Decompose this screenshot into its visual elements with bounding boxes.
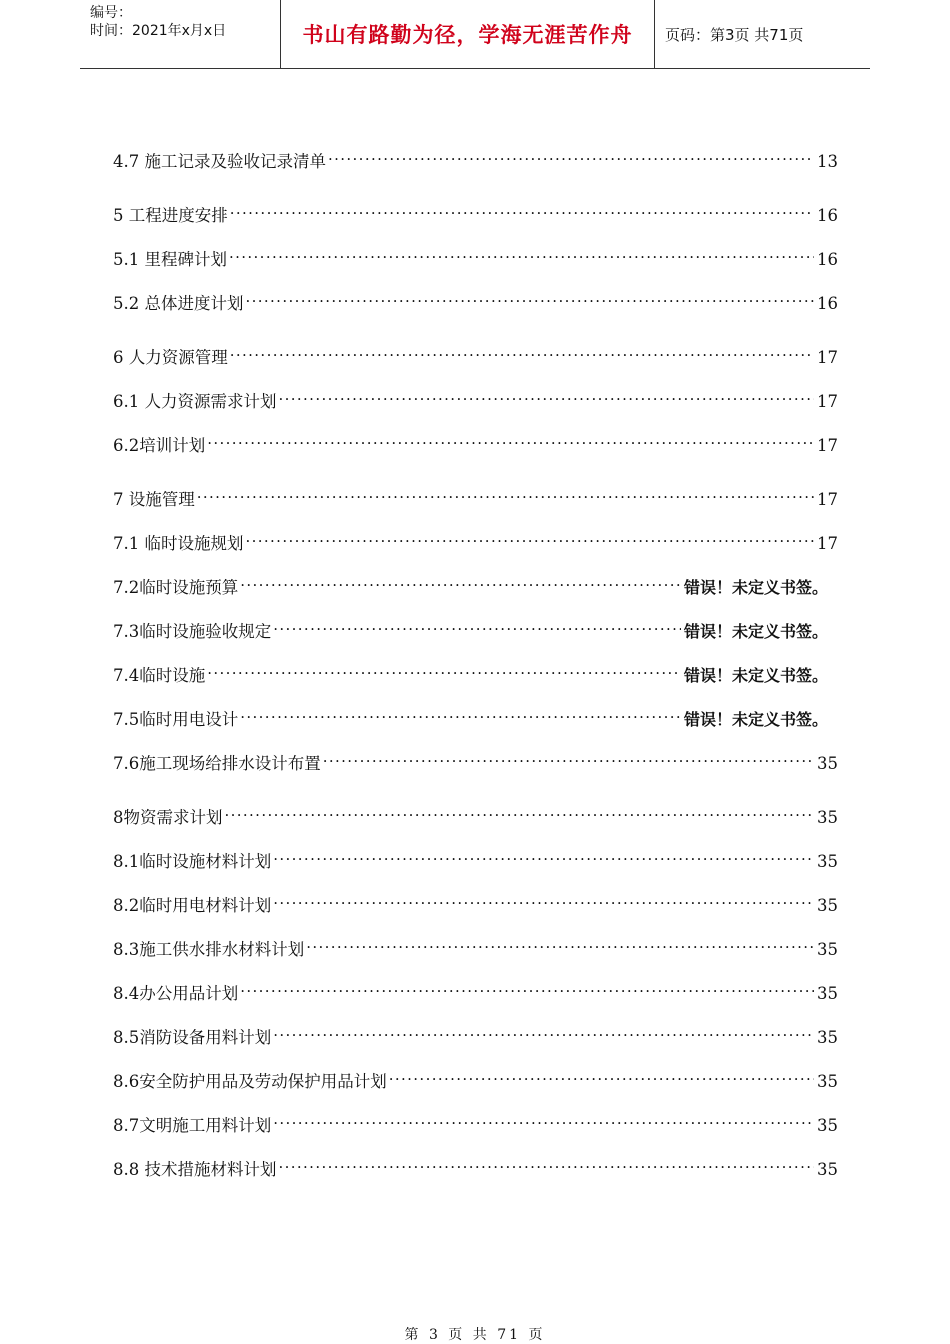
toc-entry[interactable] bbox=[113, 1151, 838, 1179]
dot-leader bbox=[323, 745, 814, 769]
dot-leader bbox=[240, 569, 681, 593]
dot-leader bbox=[306, 931, 814, 955]
toc-entry-page: 16 bbox=[817, 294, 838, 313]
toc-entry-page: 17 bbox=[817, 436, 838, 455]
time-label: 时间：2021年x月x日 bbox=[90, 23, 227, 39]
dot-leader bbox=[279, 383, 815, 407]
toc-entry-label: 7.5临时用电设计 bbox=[113, 710, 239, 729]
toc-entry-error: 错误！未定义书签。 bbox=[683, 666, 828, 685]
toc-entry-label: 8.4办公用品计划 bbox=[113, 984, 239, 1003]
toc-entry[interactable] bbox=[113, 569, 838, 597]
toc-entry[interactable] bbox=[113, 285, 838, 313]
toc-entry-page: 16 bbox=[817, 206, 838, 225]
toc-entry-label: 7.1 临时设施规划 bbox=[113, 534, 244, 553]
page-footer: 第 3 页 共 71 页 bbox=[404, 1327, 546, 1343]
header-motto-cell bbox=[281, 0, 655, 68]
toc-entry-page: 17 bbox=[817, 348, 838, 367]
dot-leader bbox=[230, 339, 814, 363]
toc-entry-label: 7.3临时设施验收规定 bbox=[113, 622, 272, 641]
toc-entry-label: 8.3施工供水排水材料计划 bbox=[113, 940, 305, 959]
toc-entry[interactable] bbox=[113, 427, 838, 455]
toc-entry[interactable] bbox=[113, 481, 838, 509]
toc-entry[interactable] bbox=[113, 1063, 838, 1091]
toc-entry-page: 17 bbox=[817, 490, 838, 509]
toc-entry[interactable] bbox=[113, 241, 838, 269]
toc-entry-error: 错误！未定义书签。 bbox=[683, 578, 828, 597]
dot-leader bbox=[240, 975, 814, 999]
toc-entry[interactable] bbox=[113, 1107, 838, 1135]
number-label: 编号： bbox=[90, 5, 132, 21]
toc-entry[interactable] bbox=[113, 383, 838, 411]
dot-leader bbox=[246, 525, 815, 549]
toc-entry[interactable] bbox=[113, 799, 838, 827]
toc-entry-page: 35 bbox=[817, 1028, 838, 1047]
toc-entry-label: 6.1 人力资源需求计划 bbox=[113, 392, 277, 411]
toc-entry[interactable] bbox=[113, 887, 838, 915]
toc-entry-page: 35 bbox=[817, 754, 838, 773]
dot-leader bbox=[197, 481, 814, 505]
toc-entry-label: 4.7 施工记录及验收记录清单 bbox=[113, 152, 326, 171]
dot-leader bbox=[279, 1151, 815, 1175]
dot-leader bbox=[230, 197, 814, 221]
dot-leader bbox=[229, 241, 814, 265]
toc-entry-label: 7.2临时设施预算 bbox=[113, 578, 239, 597]
toc-entry-label: 5 工程进度安排 bbox=[113, 206, 228, 225]
toc-entry[interactable] bbox=[113, 931, 838, 959]
toc-entry-page: 35 bbox=[817, 1160, 838, 1179]
toc-entry-label: 8.1临时设施材料计划 bbox=[113, 852, 272, 871]
toc-entry-label: 7.6施工现场给排水设计布置 bbox=[113, 754, 321, 773]
toc-entry-label: 6.2培训计划 bbox=[113, 436, 206, 455]
toc-entry[interactable] bbox=[113, 657, 838, 685]
toc-entry-page: 35 bbox=[817, 940, 838, 959]
toc-entry-page: 35 bbox=[817, 984, 838, 1003]
toc-entry-page: 13 bbox=[817, 152, 838, 171]
toc-entry[interactable] bbox=[113, 745, 838, 773]
page-header bbox=[80, 0, 870, 69]
toc-entry[interactable] bbox=[113, 525, 838, 553]
dot-leader bbox=[246, 285, 815, 309]
toc-entry-label: 8.7文明施工用料计划 bbox=[113, 1116, 272, 1135]
toc-entry-label: 5.2 总体进度计划 bbox=[113, 294, 244, 313]
dot-leader bbox=[273, 1107, 814, 1131]
toc-entry-page: 17 bbox=[817, 392, 838, 411]
toc-entry-page: 35 bbox=[817, 1116, 838, 1135]
toc-entry-label: 8.5消防设备用料计划 bbox=[113, 1028, 272, 1047]
toc-entry-label: 8.2临时用电材料计划 bbox=[113, 896, 272, 915]
dot-leader bbox=[389, 1063, 814, 1087]
toc-entry-label: 8.8 技术措施材料计划 bbox=[113, 1160, 277, 1179]
toc-entry-label: 7 设施管理 bbox=[113, 490, 195, 509]
toc-entry[interactable] bbox=[113, 1019, 838, 1047]
header-meta bbox=[80, 0, 281, 68]
toc-entry-label: 6 人力资源管理 bbox=[113, 348, 228, 367]
page-info: 页码：第3页 共71页 bbox=[665, 25, 804, 44]
dot-leader bbox=[240, 701, 681, 725]
toc-entry[interactable] bbox=[113, 613, 838, 641]
toc-entry-page: 16 bbox=[817, 250, 838, 269]
toc-entry-error: 错误！未定义书签。 bbox=[683, 622, 828, 641]
toc-entry[interactable] bbox=[113, 339, 838, 367]
toc-entry-error: 错误！未定义书签。 bbox=[683, 710, 828, 729]
dot-leader bbox=[273, 1019, 814, 1043]
dot-leader bbox=[273, 887, 814, 911]
toc-entry[interactable] bbox=[113, 197, 838, 225]
toc-entry[interactable] bbox=[113, 843, 838, 871]
dot-leader bbox=[207, 657, 681, 681]
toc-entry-page: 35 bbox=[817, 896, 838, 915]
toc-entry-page: 35 bbox=[817, 1072, 838, 1091]
dot-leader bbox=[273, 613, 681, 637]
dot-leader bbox=[225, 799, 815, 823]
dot-leader bbox=[273, 843, 814, 867]
toc-entry-label: 5.1 里程碑计划 bbox=[113, 250, 227, 269]
toc-entry-label: 8.6安全防护用品及劳动保护用品计划 bbox=[113, 1072, 387, 1091]
motto: 书山有路勤为径，学海无涯苦作舟 bbox=[302, 23, 633, 47]
dot-leader bbox=[328, 143, 814, 167]
toc-entry-page: 35 bbox=[817, 852, 838, 871]
toc-entry[interactable] bbox=[113, 975, 838, 1003]
toc-entry-page: 35 bbox=[817, 808, 838, 827]
toc-entry[interactable] bbox=[113, 143, 838, 171]
dot-leader bbox=[207, 427, 814, 451]
toc-entry[interactable] bbox=[113, 701, 838, 729]
toc-entry-page: 17 bbox=[817, 534, 838, 553]
toc-entry-label: 8物资需求计划 bbox=[113, 808, 223, 827]
header-page-info-cell bbox=[655, 0, 870, 68]
toc-entry-label: 7.4临时设施 bbox=[113, 666, 206, 685]
